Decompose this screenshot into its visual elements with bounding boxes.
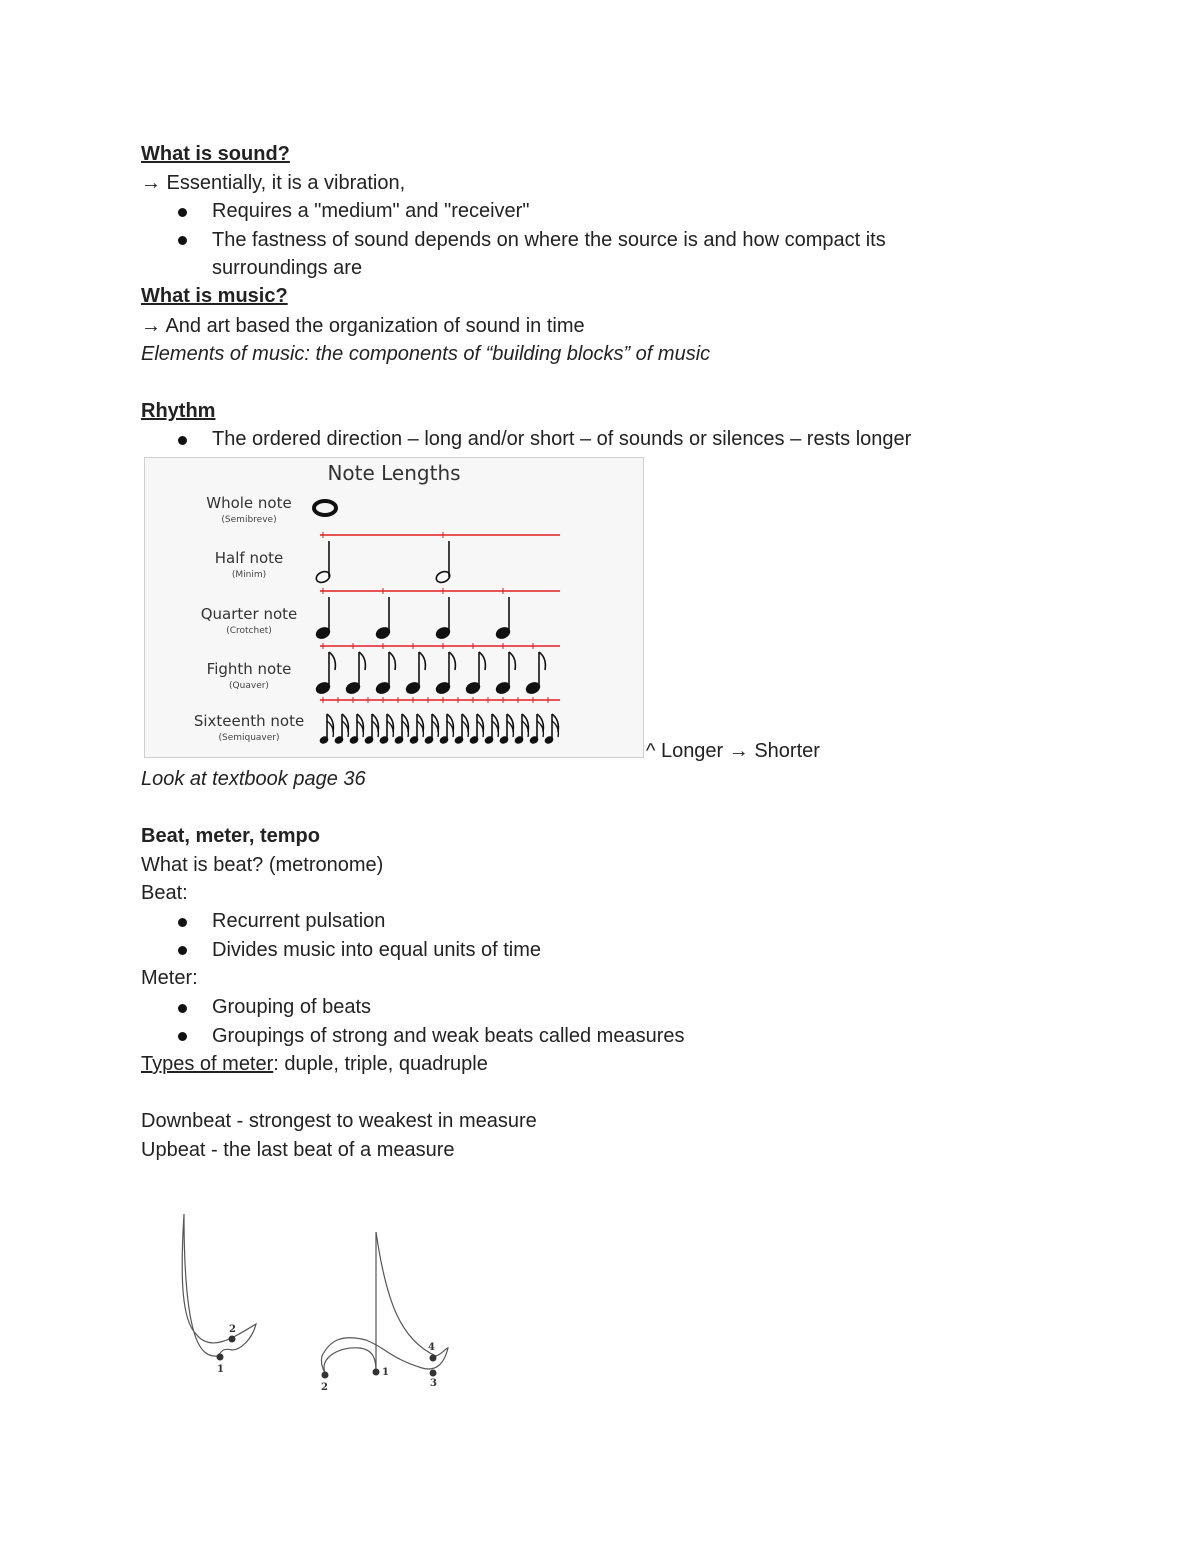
beat-question: What is beat? (metronome)	[141, 854, 384, 876]
rhythm-bullet: The ordered direction – long and/or short – of sounds or silences – rests longer	[212, 428, 912, 450]
heading-rhythm: Rhythm	[141, 400, 216, 422]
types-of-meter	[141, 1050, 488, 1078]
beat-point	[430, 1355, 437, 1362]
note-row-alt-name: (Semibreve)	[221, 515, 277, 525]
note-row-name: Sixteenth note	[193, 712, 305, 730]
note-row-name: Fighth note	[206, 660, 292, 678]
downbeat-line: Downbeat - strongest to weakest in measure	[141, 1110, 537, 1132]
meter-label: Meter:	[141, 967, 198, 989]
beat-point	[217, 1354, 224, 1361]
music-elements: Elements of music: the components of “building blocks” of music	[141, 343, 711, 365]
rhythm-caption: ^ Longer → Shorter	[646, 740, 820, 762]
types-value: : duple, triple, quadruple	[273, 1053, 488, 1075]
beat-point	[229, 1336, 236, 1343]
bullet-dot	[178, 918, 187, 927]
beat-point	[322, 1372, 329, 1379]
beat-point	[373, 1369, 380, 1376]
beat-number: 2	[229, 1324, 236, 1335]
beat-number: 1	[217, 1364, 224, 1375]
note-row-name: Whole note	[206, 494, 292, 512]
beat-number: 4	[428, 1342, 435, 1353]
bullet-dot	[178, 436, 187, 445]
bullet-dot	[178, 236, 187, 245]
quadruple-pattern	[321, 1232, 448, 1393]
sound-bullet-1: Requires a "medium" and "receiver"	[212, 200, 530, 222]
meter-bullet-1: Grouping of beats	[212, 996, 371, 1018]
note-lengths-title: Note Lengths	[327, 461, 461, 485]
bullet-dot	[178, 946, 187, 955]
note-row-alt-name: (Crotchet)	[226, 626, 272, 636]
note-row-alt-name: (Minim)	[231, 570, 267, 580]
beat-number: 2	[321, 1382, 328, 1393]
note-row-alt-name: (Semiquaver)	[218, 733, 280, 743]
beat-number: 3	[430, 1378, 437, 1389]
beat-label: Beat:	[141, 882, 188, 904]
upbeat-line: Upbeat - the last beat of a measure	[141, 1139, 455, 1161]
beat-bullet-1: Recurrent pulsation	[212, 910, 386, 932]
bullet-dot	[178, 1032, 187, 1041]
sound-bullet-2-cont: surroundings are	[212, 257, 363, 279]
beat-point	[430, 1370, 437, 1377]
note-row-alt-name: (Quaver)	[229, 681, 269, 691]
note-row-name: Quarter note	[200, 605, 298, 623]
beat-bullet-2: Divides music into equal units of time	[212, 939, 542, 961]
heading-sound: What is sound?	[141, 143, 290, 165]
types-label: Types of meter	[141, 1053, 274, 1075]
sound-intro: → Essentially, it is a vibration,	[141, 172, 406, 194]
conducting-patterns-figure	[160, 1200, 470, 1400]
note-lengths-figure	[144, 457, 644, 758]
bullet-dot	[178, 208, 187, 217]
note-row-name: Half note	[214, 549, 284, 567]
duple-pattern	[182, 1214, 256, 1375]
heading-beat: Beat, meter, tempo	[141, 825, 320, 847]
bullet-dot	[178, 1004, 187, 1013]
beat-number: 1	[382, 1367, 389, 1378]
heading-music: What is music?	[141, 285, 288, 307]
textbook-reference: Look at textbook page 36	[141, 768, 366, 790]
sound-bullet-2: The fastness of sound depends on where the source is and how compact its	[212, 229, 886, 251]
music-intro: → And art based the organization of sound in time	[141, 315, 585, 337]
meter-bullet-2: Groupings of strong and weak beats called measures	[212, 1025, 685, 1047]
